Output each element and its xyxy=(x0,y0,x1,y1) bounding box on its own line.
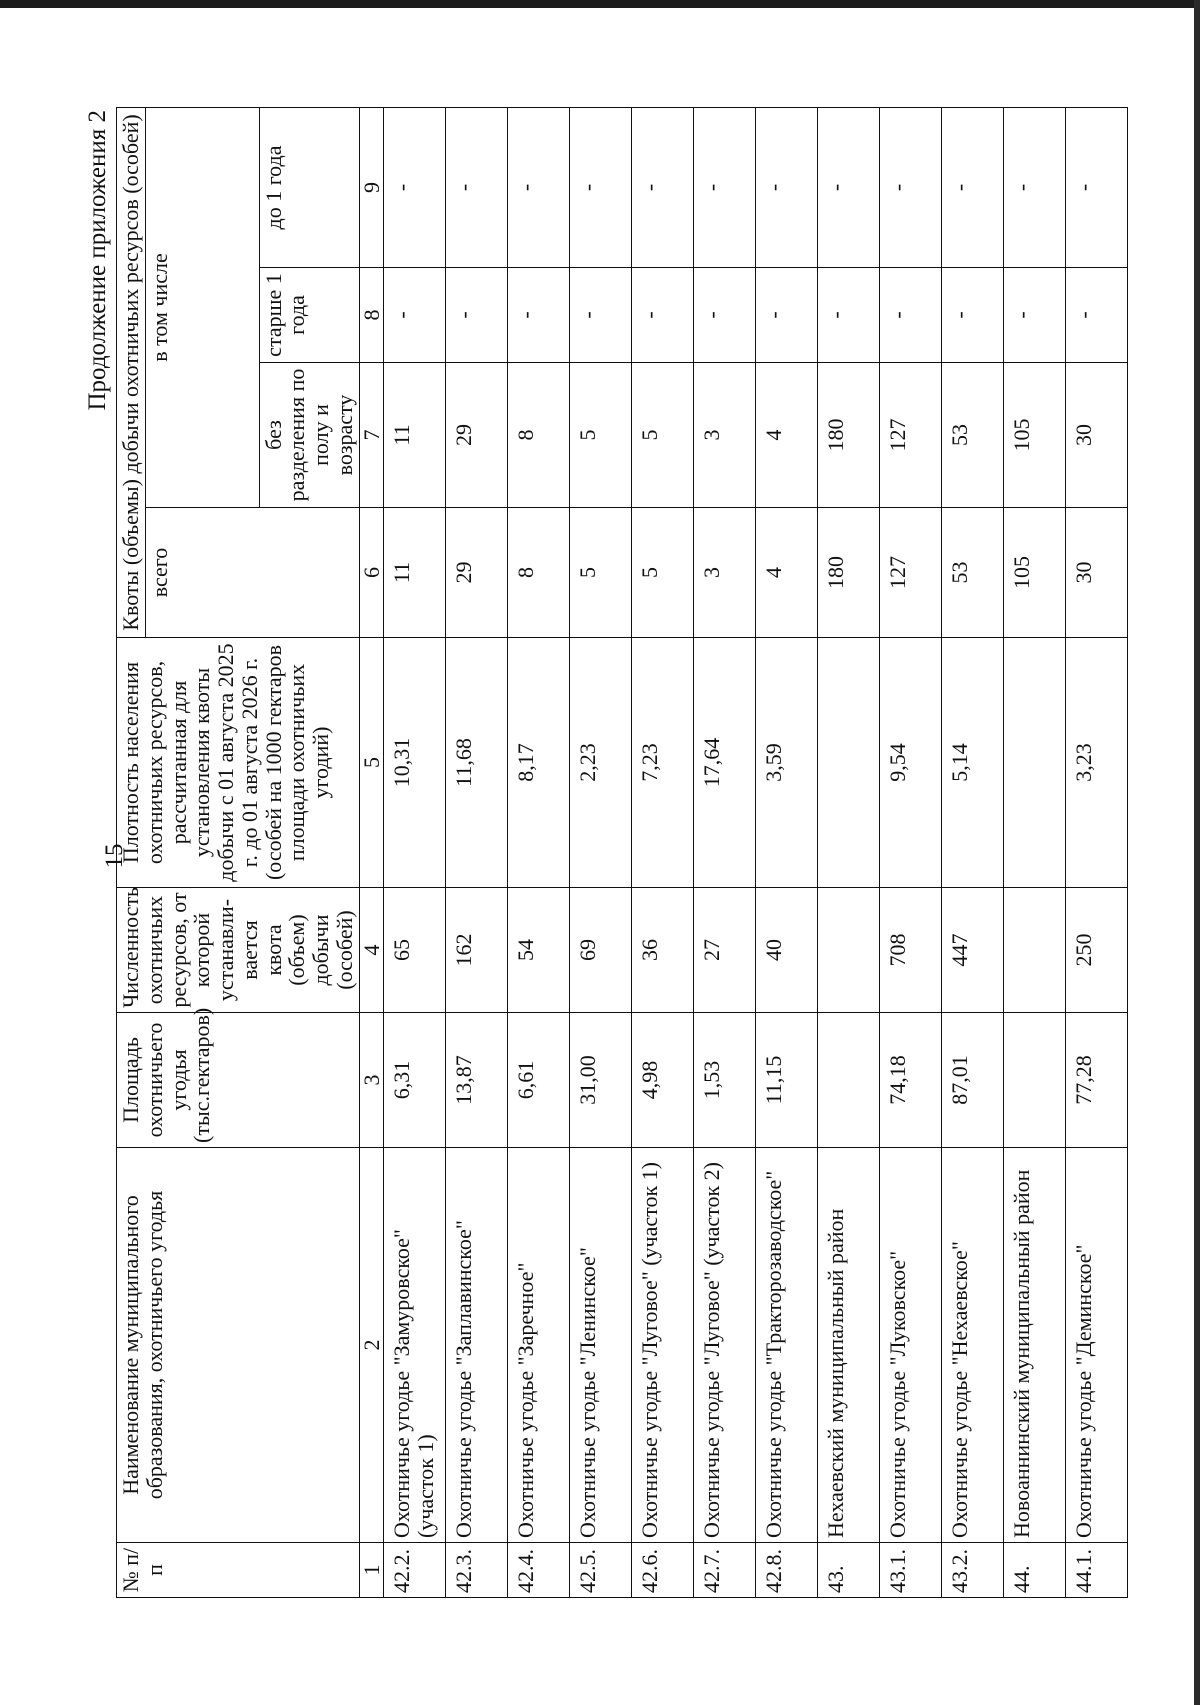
cell-name: Охотничье угодье "Заречное" xyxy=(508,1147,570,1542)
cell-density: 3,59 xyxy=(756,637,818,887)
cell-no-sex-age: 5 xyxy=(632,362,694,507)
cell-area xyxy=(818,1012,880,1147)
cell-younger: - xyxy=(818,107,880,267)
cell-no-sex-age: 3 xyxy=(694,362,756,507)
table-row xyxy=(384,107,446,1597)
cell-name: Нехаевский муниципальный район xyxy=(818,1147,880,1542)
cell-older: - xyxy=(942,267,1004,362)
column-number: 6 xyxy=(359,507,384,637)
header-density: Плотность населения охотничьих ресурсов, рассчитанная для установления квоты добычи с 01 августа 2025 г. до 01 августа 2026 г. (особей на 1000 гектаров площади охотничьих угодий) xyxy=(117,637,360,887)
cell-area: 13,87 xyxy=(446,1012,508,1147)
cell-total: 105 xyxy=(1004,507,1066,637)
cell-older: - xyxy=(570,267,632,362)
cell-younger: - xyxy=(508,107,570,267)
cell-area: 6,61 xyxy=(508,1012,570,1147)
cell-name: Охотничье угодье "Нехаевское" xyxy=(942,1147,1004,1542)
cell-density: 8,17 xyxy=(508,637,570,887)
cell-area: 87,01 xyxy=(942,1012,1004,1147)
cell-older: - xyxy=(694,267,756,362)
cell-older: - xyxy=(818,267,880,362)
cell-name: Охотничье угодье "Деминское" xyxy=(1066,1147,1128,1542)
cell-name: Охотничье угодье "Заплавинское" xyxy=(446,1147,508,1542)
cell-older: - xyxy=(508,267,570,362)
cell-count xyxy=(818,887,880,1012)
cell-density: 17,64 xyxy=(694,637,756,887)
cell-name: Охотничье угодье "Ленинское" xyxy=(570,1147,632,1542)
annex-title: Продолжение приложения 2 xyxy=(84,109,111,411)
cell-number: 42.4. xyxy=(508,1542,570,1597)
cell-number: 42.5. xyxy=(570,1542,632,1597)
cell-name: Охотничье угодье "Тракторозаводское" xyxy=(756,1147,818,1542)
cell-count: 162 xyxy=(446,887,508,1012)
cell-density: 10,31 xyxy=(384,637,446,887)
cell-younger: - xyxy=(446,107,508,267)
cell-number: 43.1. xyxy=(880,1542,942,1597)
header-number: № п/п xyxy=(117,1542,360,1597)
header-quota-group: Квоты (объемы) добычи охотничьих ресурсов (особей) xyxy=(117,107,146,637)
cell-area: 31,00 xyxy=(570,1012,632,1147)
cell-total: 5 xyxy=(632,507,694,637)
cell-total: 30 xyxy=(1066,507,1128,637)
cell-number: 42.3. xyxy=(446,1542,508,1597)
cell-area xyxy=(1004,1012,1066,1147)
table-row xyxy=(880,107,942,1597)
cell-count: 447 xyxy=(942,887,1004,1012)
cell-total: 11 xyxy=(384,507,446,637)
cell-number: 42.7. xyxy=(694,1542,756,1597)
table-row xyxy=(942,107,1004,1597)
cell-older: - xyxy=(446,267,508,362)
column-number: 4 xyxy=(359,887,384,1012)
column-number: 5 xyxy=(359,637,384,887)
cell-density: 7,23 xyxy=(632,637,694,887)
cell-area: 4,98 xyxy=(632,1012,694,1147)
column-number: 9 xyxy=(359,107,384,267)
cell-name: Охотничье угодье "Замуровское" (участок 1) xyxy=(384,1147,446,1542)
cell-count: 65 xyxy=(384,887,446,1012)
cell-older: - xyxy=(1066,267,1128,362)
cell-area: 77,28 xyxy=(1066,1012,1128,1147)
cell-no-sex-age: 5 xyxy=(570,362,632,507)
cell-area: 74,18 xyxy=(880,1012,942,1147)
cell-no-sex-age: 8 xyxy=(508,362,570,507)
cell-count: 69 xyxy=(570,887,632,1012)
cell-count: 27 xyxy=(694,887,756,1012)
table-row xyxy=(818,107,880,1597)
cell-area: 6,31 xyxy=(384,1012,446,1147)
cell-total: 5 xyxy=(570,507,632,637)
table-row xyxy=(1066,107,1128,1597)
cell-name: Охотничье угодье "Луговое" (участок 1) xyxy=(632,1147,694,1542)
scan-edge-top xyxy=(0,0,1200,8)
cell-older: - xyxy=(880,267,942,362)
cell-total: 127 xyxy=(880,507,942,637)
cell-no-sex-age: 53 xyxy=(942,362,1004,507)
cell-count: 36 xyxy=(632,887,694,1012)
cell-no-sex-age: 11 xyxy=(384,362,446,507)
cell-density: 9,54 xyxy=(880,637,942,887)
cell-younger: - xyxy=(632,107,694,267)
cell-count: 708 xyxy=(880,887,942,1012)
column-number: 3 xyxy=(359,1012,384,1147)
cell-younger: - xyxy=(1066,107,1128,267)
table-row xyxy=(756,107,818,1597)
cell-no-sex-age: 29 xyxy=(446,362,508,507)
cell-no-sex-age: 4 xyxy=(756,362,818,507)
header-including: в том числе xyxy=(145,107,259,507)
cell-density xyxy=(1004,637,1066,887)
scan-edge-right xyxy=(1194,0,1200,1705)
cell-older: - xyxy=(632,267,694,362)
cell-number: 43.2. xyxy=(942,1542,1004,1597)
cell-number: 44.1. xyxy=(1066,1542,1128,1597)
cell-name: Охотничье угодье "Луковское" xyxy=(880,1147,942,1542)
quota-table xyxy=(116,107,1128,1598)
cell-no-sex-age: 30 xyxy=(1066,362,1128,507)
cell-younger: - xyxy=(384,107,446,267)
cell-no-sex-age: 127 xyxy=(880,362,942,507)
cell-number: 43. xyxy=(818,1542,880,1597)
cell-total: 3 xyxy=(694,507,756,637)
cell-count: 40 xyxy=(756,887,818,1012)
header-no-sex-age: без разделения по полу и возрасту xyxy=(259,362,359,507)
cell-total: 53 xyxy=(942,507,1004,637)
header-count: Численность охотничьих ресурсов, от которой устанавли-вается квота (объем) добычи (особей) xyxy=(117,887,360,1012)
header-total: всего xyxy=(145,507,359,637)
column-number: 2 xyxy=(359,1147,384,1542)
cell-name: Новоаннинский муниципальный район xyxy=(1004,1147,1066,1542)
cell-count: 250 xyxy=(1066,887,1128,1012)
cell-younger: - xyxy=(570,107,632,267)
table-row xyxy=(694,107,756,1597)
header-older-1-year: старше 1 года xyxy=(259,267,359,362)
cell-total: 180 xyxy=(818,507,880,637)
cell-number: 42.8. xyxy=(756,1542,818,1597)
cell-younger: - xyxy=(756,107,818,267)
column-numbers-row xyxy=(359,107,384,1597)
table-row xyxy=(508,107,570,1597)
cell-older: - xyxy=(1004,267,1066,362)
column-number: 7 xyxy=(359,362,384,507)
cell-younger: - xyxy=(942,107,1004,267)
cell-total: 29 xyxy=(446,507,508,637)
cell-density: 2,23 xyxy=(570,637,632,887)
cell-density: 5,14 xyxy=(942,637,1004,887)
header-name: Наименование муниципального образования, охотничьего угодья xyxy=(117,1147,360,1542)
cell-no-sex-age: 180 xyxy=(818,362,880,507)
cell-older: - xyxy=(756,267,818,362)
cell-density: 11,68 xyxy=(446,637,508,887)
cell-number: 44. xyxy=(1004,1542,1066,1597)
cell-total: 8 xyxy=(508,507,570,637)
table-row xyxy=(570,107,632,1597)
cell-density xyxy=(818,637,880,887)
page-number: 15 xyxy=(101,843,128,869)
table-row xyxy=(632,107,694,1597)
table-row xyxy=(446,107,508,1597)
column-number: 8 xyxy=(359,267,384,362)
table-row xyxy=(1004,107,1066,1597)
column-number: 1 xyxy=(359,1542,384,1597)
cell-area: 1,53 xyxy=(694,1012,756,1147)
cell-total: 4 xyxy=(756,507,818,637)
cell-younger: - xyxy=(880,107,942,267)
cell-number: 42.6. xyxy=(632,1542,694,1597)
cell-density: 3,23 xyxy=(1066,637,1128,887)
cell-number: 42.2. xyxy=(384,1542,446,1597)
cell-younger: - xyxy=(694,107,756,267)
cell-name: Охотничье угодье "Луговое" (участок 2) xyxy=(694,1147,756,1542)
cell-no-sex-age: 105 xyxy=(1004,362,1066,507)
header-under-1-year: до 1 года xyxy=(259,107,359,267)
cell-area: 11,15 xyxy=(756,1012,818,1147)
cell-older: - xyxy=(384,267,446,362)
document-content xyxy=(80,108,1120,1598)
cell-count: 54 xyxy=(508,887,570,1012)
cell-younger: - xyxy=(1004,107,1066,267)
cell-count xyxy=(1004,887,1066,1012)
header-area: Площадь охотничьего угодья (тыс.гектаров) xyxy=(117,1012,360,1147)
